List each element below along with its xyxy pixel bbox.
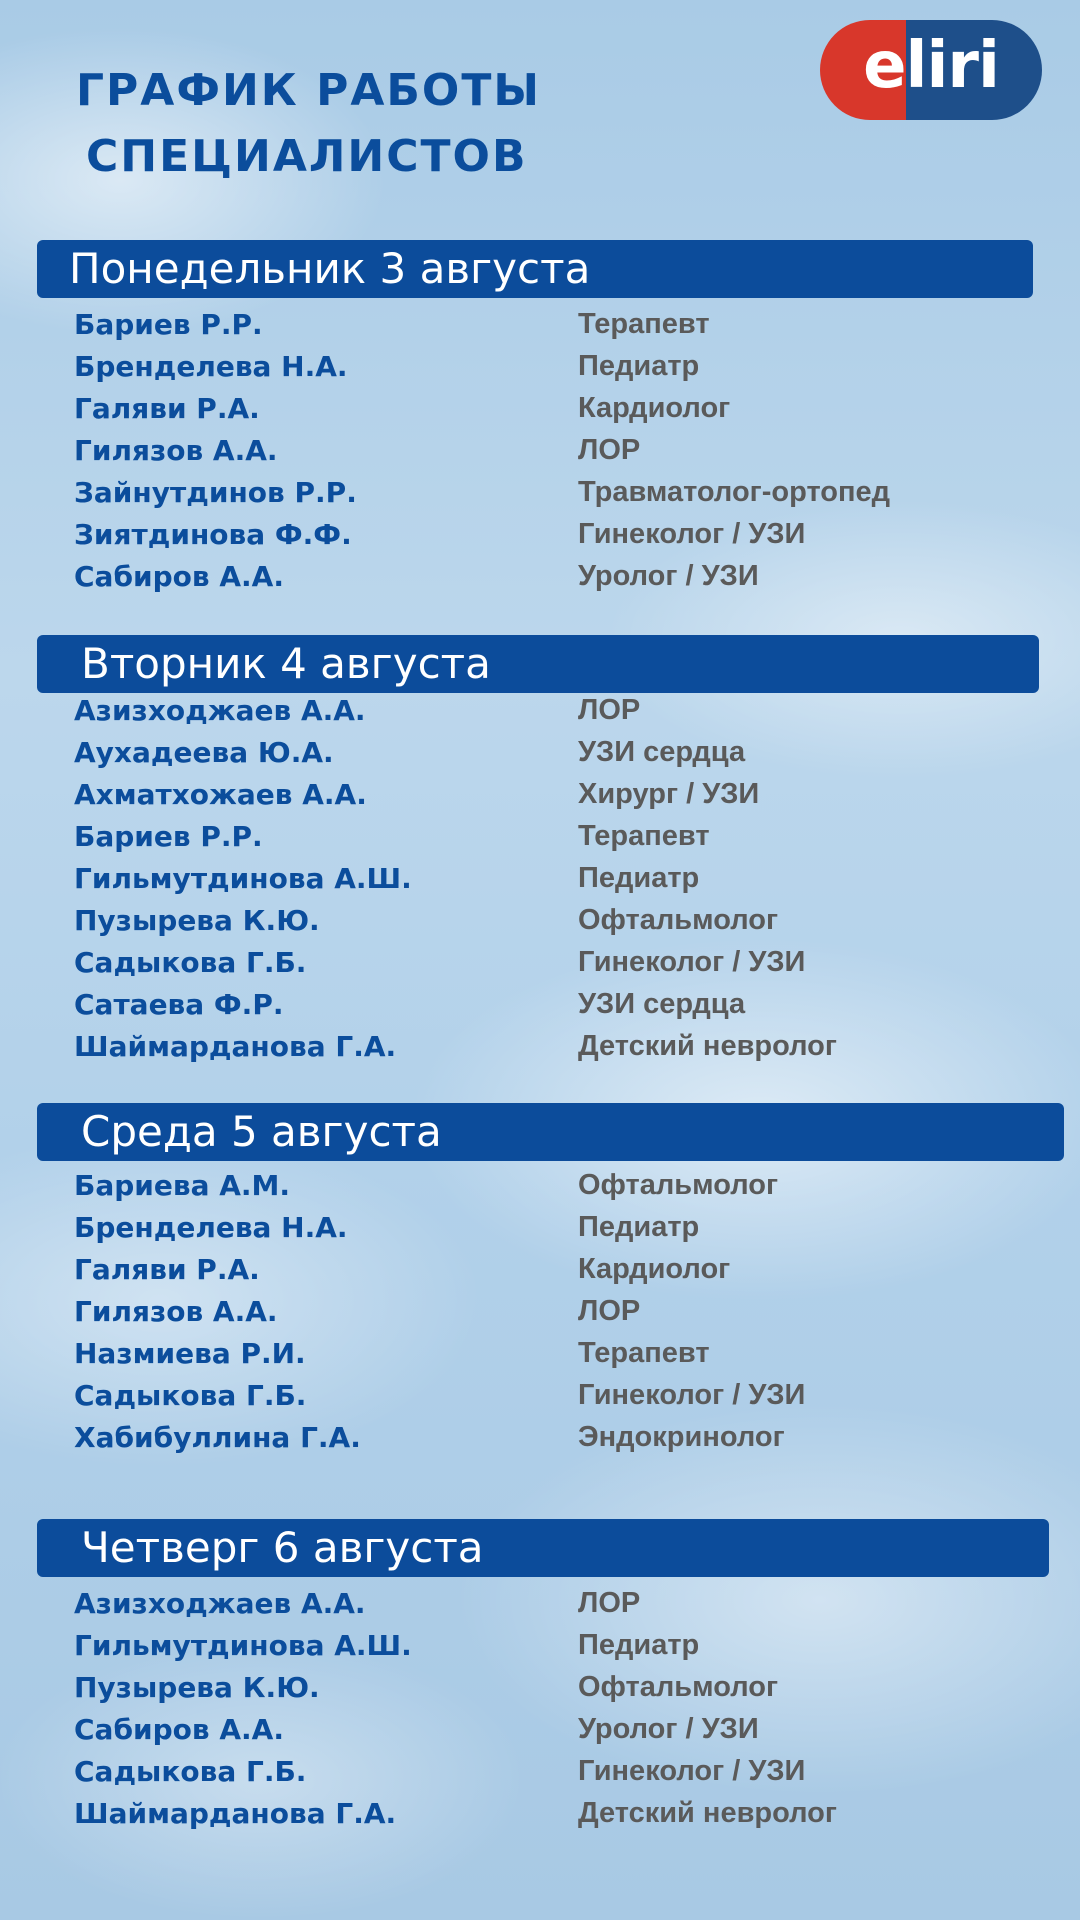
- doctor-specialty: Гинеколог / УЗИ: [578, 945, 806, 978]
- doctor-specialty: Детский невролог: [578, 1796, 837, 1829]
- doctor-name: Пузырева К.Ю.: [74, 903, 320, 937]
- doctor-name: Гилязов А.А.: [74, 433, 278, 467]
- doctor-name: Хабибуллина Г.А.: [74, 1420, 361, 1454]
- doctor-name: Сатаева Ф.Р.: [74, 987, 284, 1021]
- schedule-row: [74, 345, 994, 387]
- doctor-name: Азизходжаев А.А.: [74, 693, 366, 727]
- doctor-specialty: Уролог / УЗИ: [578, 1712, 759, 1745]
- schedule-row: [74, 1374, 994, 1416]
- doctor-specialty: Педиатр: [578, 349, 700, 382]
- doctor-name: Галяви Р.А.: [74, 391, 260, 425]
- schedule-row: [74, 1708, 994, 1750]
- schedule-row: [74, 429, 994, 471]
- doctor-specialty: Детский невролог: [578, 1029, 837, 1062]
- schedule-row: [74, 1582, 994, 1624]
- day-header-tuesday: Вторник 4 августа: [37, 635, 1039, 693]
- doctor-name: Бариев Р.Р.: [74, 819, 263, 853]
- schedule-row: [74, 941, 994, 983]
- logo-text: eliri: [863, 29, 999, 103]
- doctor-name: Бренделева Н.А.: [74, 349, 348, 383]
- doctor-specialty: Эндокринолог: [578, 1420, 785, 1453]
- schedule-row: [74, 1248, 994, 1290]
- schedule-row: [74, 303, 994, 345]
- schedule-row: [74, 773, 994, 815]
- schedule-row: [74, 1666, 994, 1708]
- doctor-specialty: ЛОР: [578, 1586, 641, 1619]
- schedule-row: [74, 555, 994, 597]
- doctor-name: Гильмутдинова А.Ш.: [74, 861, 412, 895]
- doctor-specialty: Терапевт: [578, 1336, 710, 1369]
- doctor-name: Шаймарданова Г.А.: [74, 1796, 397, 1830]
- doctor-name: Шаймарданова Г.А.: [74, 1029, 397, 1063]
- doctor-specialty: Гинеколог / УЗИ: [578, 517, 806, 550]
- doctor-name: Ахматхожаев А.А.: [74, 777, 367, 811]
- doctor-specialty: Хирург / УЗИ: [578, 777, 760, 810]
- schedule-row: [74, 387, 994, 429]
- doctor-specialty: Офтальмолог: [578, 1168, 779, 1201]
- schedule-wednesday: [74, 1164, 994, 1458]
- doctor-name: Зиятдинова Ф.Ф.: [74, 517, 352, 551]
- doctor-specialty: Терапевт: [578, 819, 710, 852]
- doctor-specialty: ЛОР: [578, 693, 641, 726]
- eliri-logo: [820, 20, 1042, 120]
- doctor-specialty: ЛОР: [578, 1294, 641, 1327]
- schedule-row: [74, 1750, 994, 1792]
- doctor-specialty: Педиатр: [578, 1210, 700, 1243]
- title-line-2: СПЕЦИАЛИСТОВ: [86, 131, 528, 182]
- doctor-specialty: Гинеколог / УЗИ: [578, 1754, 806, 1787]
- schedule-row: [74, 1332, 994, 1374]
- doctor-name: Сабиров А.А.: [74, 559, 284, 593]
- doctor-specialty: Уролог / УЗИ: [578, 559, 759, 592]
- day-header-monday: Понедельник 3 августа: [37, 240, 1033, 298]
- doctor-specialty: Офтальмолог: [578, 1670, 779, 1703]
- schedule-row: [74, 731, 994, 773]
- schedule-row: [74, 1290, 994, 1332]
- doctor-specialty: Гинеколог / УЗИ: [578, 1378, 806, 1411]
- doctor-specialty: Травматолог-ортопед: [578, 475, 891, 508]
- doctor-name: Бариев Р.Р.: [74, 307, 263, 341]
- doctor-specialty: УЗИ сердца: [578, 987, 746, 1020]
- schedule-tuesday: [74, 689, 994, 1067]
- doctor-specialty: Педиатр: [578, 1628, 700, 1661]
- doctor-name: Зайнутдинов Р.Р.: [74, 475, 357, 509]
- schedule-row: [74, 815, 994, 857]
- doctor-specialty: Офтальмолог: [578, 903, 779, 936]
- doctor-name: Садыкова Г.Б.: [74, 1754, 307, 1788]
- doctor-specialty: Терапевт: [578, 307, 710, 340]
- page-title: [76, 58, 541, 190]
- schedule-row: [74, 983, 994, 1025]
- title-line-1: ГРАФИК РАБОТЫ: [76, 65, 541, 116]
- doctor-name: Садыкова Г.Б.: [74, 1378, 307, 1412]
- schedule-row: [74, 1792, 994, 1834]
- doctor-name: Аухадеева Ю.А.: [74, 735, 334, 769]
- doctor-specialty: УЗИ сердца: [578, 735, 746, 768]
- day-header-wednesday: Среда 5 августа: [37, 1103, 1064, 1161]
- schedule-row: [74, 513, 994, 555]
- schedule-row: [74, 1025, 994, 1067]
- doctor-specialty: Кардиолог: [578, 1252, 731, 1285]
- doctor-name: Галяви Р.А.: [74, 1252, 260, 1286]
- doctor-specialty: Кардиолог: [578, 391, 731, 424]
- schedule-row: [74, 471, 994, 513]
- schedule-row: [74, 689, 994, 731]
- doctor-name: Назмиева Р.И.: [74, 1336, 306, 1370]
- schedule-row: [74, 857, 994, 899]
- doctor-name: Садыкова Г.Б.: [74, 945, 307, 979]
- schedule-monday: [74, 303, 994, 597]
- schedule-row: [74, 899, 994, 941]
- schedule-row: [74, 1164, 994, 1206]
- schedule-row: [74, 1624, 994, 1666]
- doctor-name: Бренделева Н.А.: [74, 1210, 348, 1244]
- doctor-name: Бариева А.М.: [74, 1168, 291, 1202]
- doctor-name: Гилязов А.А.: [74, 1294, 278, 1328]
- schedule-row: [74, 1416, 994, 1458]
- doctor-name: Сабиров А.А.: [74, 1712, 284, 1746]
- schedule-row: [74, 1206, 994, 1248]
- schedule-thursday: [74, 1582, 994, 1834]
- doctor-name: Азизходжаев А.А.: [74, 1586, 366, 1620]
- doctor-name: Гильмутдинова А.Ш.: [74, 1628, 412, 1662]
- doctor-name: Пузырева К.Ю.: [74, 1670, 320, 1704]
- doctor-specialty: ЛОР: [578, 433, 641, 466]
- day-header-thursday: Четверг 6 августа: [37, 1519, 1049, 1577]
- doctor-specialty: Педиатр: [578, 861, 700, 894]
